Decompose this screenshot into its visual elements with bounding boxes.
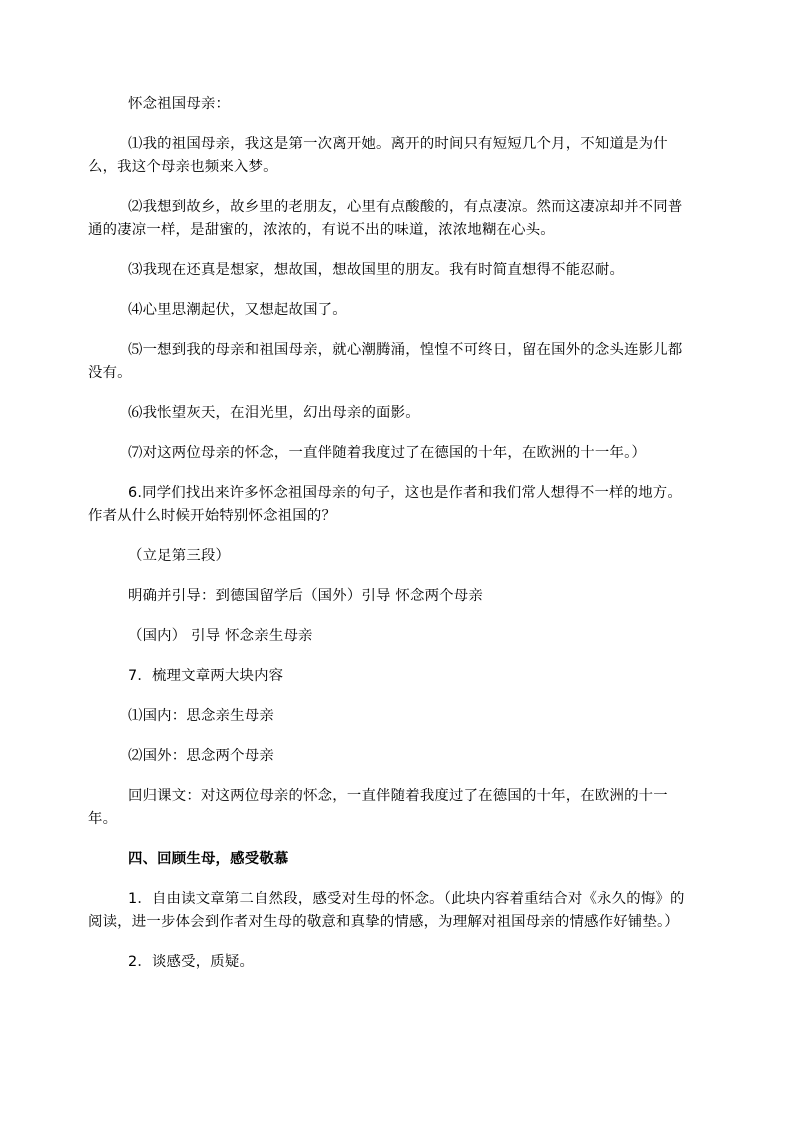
paragraph: ⑴国内：思念亲生母亲 <box>128 708 274 724</box>
paragraph: ⑶我现在还真是想家，想故国，想故国里的朋友。我有时简直想得不能忍耐。 <box>128 262 625 278</box>
paragraph: 7．梳理文章两大块内容 <box>128 668 284 684</box>
paragraph: ⑸一想到我的母亲和祖国母亲，就心潮腾涌，惶惶不可终日，留在国外的念头连影儿都没有。 <box>88 342 683 381</box>
paragraph: 回归课文：对这两位母亲的怀念，一直伴随着我度过了在德国的十年，在欧洲的十一年。 <box>88 788 668 827</box>
paragraph: ⑵国外：思念两个母亲 <box>128 748 274 764</box>
paragraph: ⑴我的祖国母亲，我这是第一次离开她。离开的时间只有短短几个月，不知道是为什么，我这个母亲也频来入梦。 <box>88 136 668 175</box>
paragraph: （立足第三段） <box>128 548 231 564</box>
paragraph: （国内） 引导 怀念亲生母亲 <box>128 628 313 644</box>
paragraph: 明确并引导：到德国留学后（国外）引导 怀念两个母亲 <box>128 588 483 604</box>
section-heading: 四、回顾生母，感受敬慕 <box>128 851 289 867</box>
paragraph: ⑹我怅望灰天，在泪光里，幻出母亲的面影。 <box>128 405 420 421</box>
paragraph: ⑷心里思潮起伏，又想起故国了。 <box>128 302 347 318</box>
paragraph: 怀念祖国母亲： <box>128 96 231 112</box>
paragraph: 6.同学们找出来许多怀念祖国母亲的句子，这也是作者和我们常人想得不一样的地方。作者从什么时候开始特别怀念祖国的？ <box>88 485 682 524</box>
paragraph: ⑵我想到故乡，故乡里的老朋友，心里有点酸酸的，有点凄凉。然而这凄凉却并不同普通的凄凉一样，是甜蜜的，浓浓的，有说不出的味道，浓浓地糊在心头。 <box>88 199 683 238</box>
paragraph: ⑺对这两位母亲的怀念，一直伴随着我度过了在德国的十年，在欧洲的十一年。） <box>128 445 647 461</box>
paragraph: 2．谈感受，质疑。 <box>128 954 255 970</box>
paragraph: 1．自由读文章第二自然段，感受对生母的怀念。（此块内容着重结合对《永久的悔》的阅读，进一步体会到作者对生母的敬意和真挚的情感，为理解对祖国母亲的情感作好铺垫。） <box>88 891 685 930</box>
